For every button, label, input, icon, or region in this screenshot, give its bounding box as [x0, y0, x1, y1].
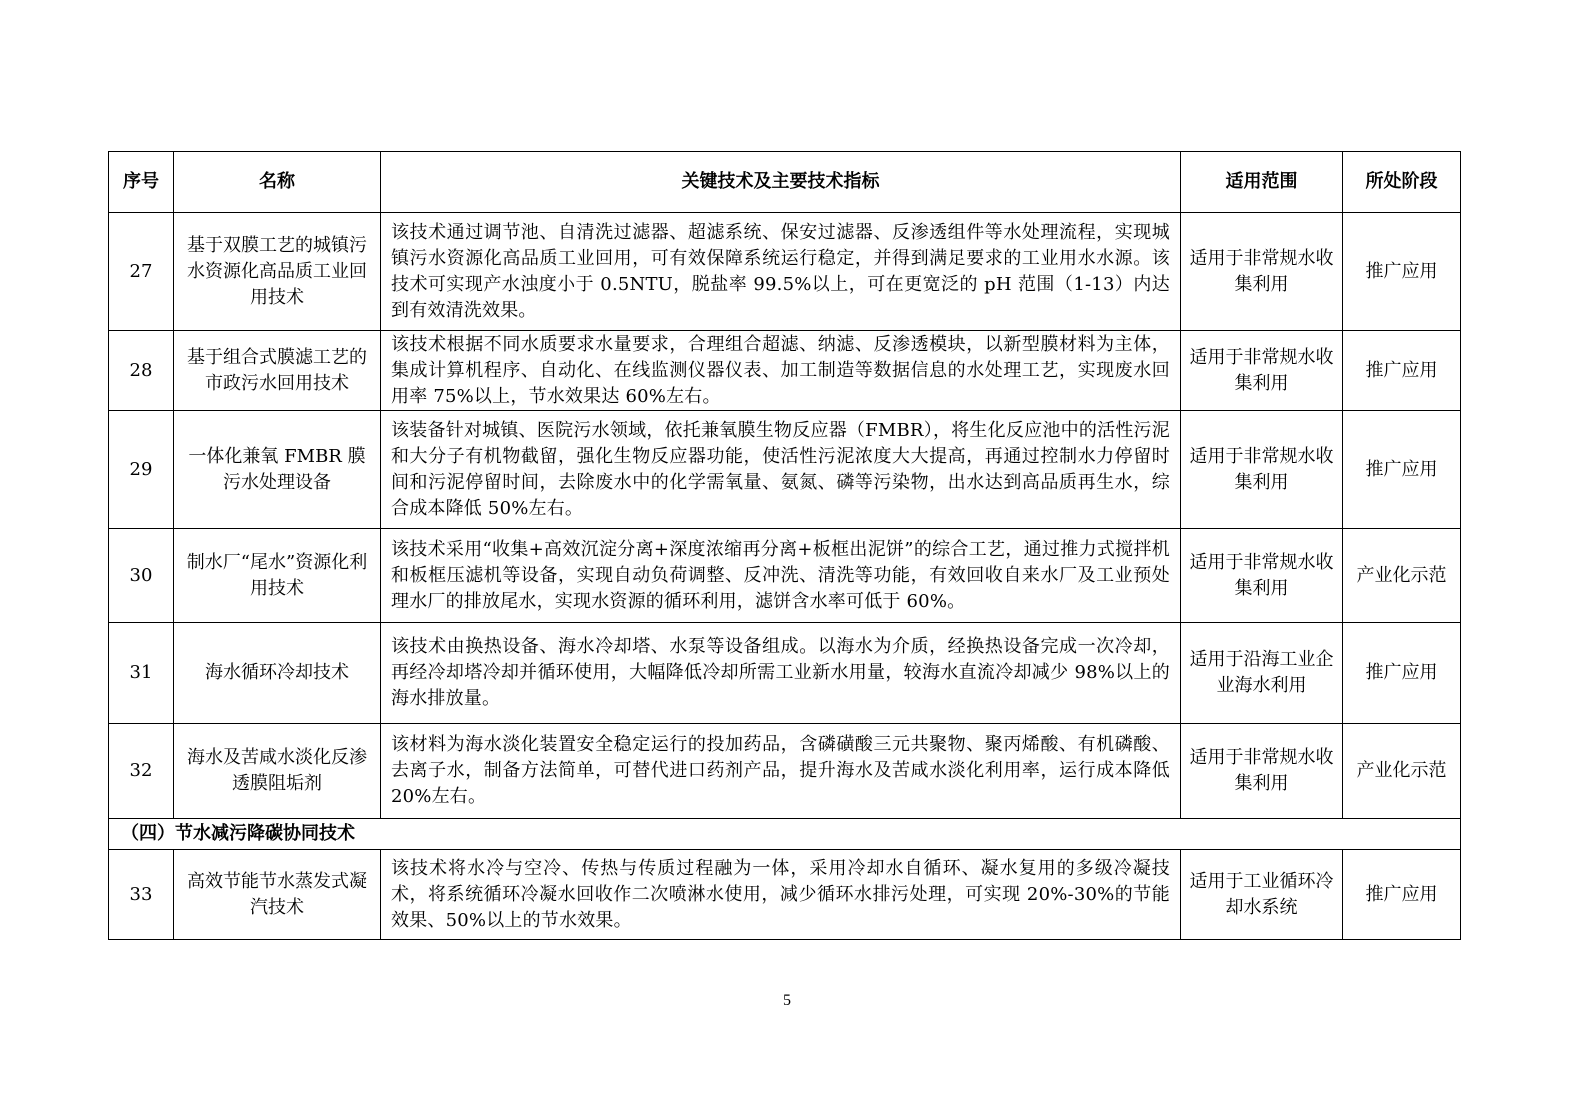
section-title: （四）节水减污降碳协同技术: [109, 819, 1461, 850]
table-row: [109, 213, 1461, 331]
row-number: 30: [109, 529, 174, 623]
row-stage: 推广应用: [1343, 623, 1461, 724]
row-tech: 该技术将水冷与空冷、传热与传质过程融为一体，采用冷却水自循环、凝水复用的多级冷凝技术，将系统循环冷凝水回收作二次喷淋水使用，减少循环水排污处理，可实现 20%-30%的节能效果、50%以上的节水效果。: [381, 850, 1181, 940]
row-name: 高效节能节水蒸发式凝汽技术: [174, 850, 381, 940]
technology-table: [108, 151, 1461, 940]
row-name: 基于双膜工艺的城镇污水资源化高品质工业回用技术: [174, 213, 381, 331]
row-number: 31: [109, 623, 174, 724]
table-row: [109, 411, 1461, 529]
row-stage: 推广应用: [1343, 411, 1461, 529]
row-tech: 该技术根据不同水质要求水量要求，合理组合超滤、纳滤、反渗透模块，以新型膜材料为主体，集成计算机程序、自动化、在线监测仪器仪表、加工制造等数据信息的水处理工艺，实现废水回用率 75%以上，节水效果达 60%左右。: [381, 331, 1181, 411]
row-name: 海水及苦咸水淡化反渗透膜阻垢剂: [174, 724, 381, 819]
row-number: 32: [109, 724, 174, 819]
table-header-row: [109, 152, 1461, 213]
row-scope: 适用于非常规水收集利用: [1181, 331, 1343, 411]
row-name: 一体化兼氧 FMBR 膜污水处理设备: [174, 411, 381, 529]
header-tech: 关键技术及主要技术指标: [381, 152, 1181, 213]
section-row: [109, 819, 1461, 850]
row-scope: 适用于非常规水收集利用: [1181, 724, 1343, 819]
row-name: 制水厂“尾水”资源化利用技术: [174, 529, 381, 623]
row-number: 33: [109, 850, 174, 940]
row-number: 28: [109, 331, 174, 411]
row-name: 海水循环冷却技术: [174, 623, 381, 724]
table-row: [109, 850, 1461, 940]
table-row: [109, 724, 1461, 819]
table-row: [109, 529, 1461, 623]
row-stage: 推广应用: [1343, 850, 1461, 940]
header-no: 序号: [109, 152, 174, 213]
row-number: 27: [109, 213, 174, 331]
row-tech: 该技术由换热设备、海水冷却塔、水泵等设备组成。以海水为介质，经换热设备完成一次冷却，再经冷却塔冷却并循环使用，大幅降低冷却所需工业新水用量，较海水直流冷却减少 98%以上的海水排放量。: [381, 623, 1181, 724]
row-name: 基于组合式膜滤工艺的市政污水回用技术: [174, 331, 381, 411]
row-number: 29: [109, 411, 174, 529]
row-scope: 适用于非常规水收集利用: [1181, 213, 1343, 331]
row-tech: 该装备针对城镇、医院污水领域，依托兼氧膜生物反应器（FMBR），将生化反应池中的活性污泥和大分子有机物截留，强化生物反应器功能，使活性污泥浓度大大提高，再通过控制水力停留时间和污泥停留时间，去除废水中的化学需氧量、氨氮、磷等污染物，出水达到高品质再生水，综合成本降低 50%左右。: [381, 411, 1181, 529]
header-name: 名称: [174, 152, 381, 213]
table-row: [109, 331, 1461, 411]
row-tech: 该材料为海水淡化装置安全稳定运行的投加药品，含磷磺酸三元共聚物、聚丙烯酸、有机磷酸、去离子水，制备方法简单，可替代进口药剂产品，提升海水及苦咸水淡化利用率，运行成本降低 20%左右。: [381, 724, 1181, 819]
row-stage: 产业化示范: [1343, 529, 1461, 623]
row-stage: 推广应用: [1343, 331, 1461, 411]
row-scope: 适用于非常规水收集利用: [1181, 411, 1343, 529]
row-stage: 产业化示范: [1343, 724, 1461, 819]
header-stage: 所处阶段: [1343, 152, 1461, 213]
row-tech: 该技术采用“收集+高效沉淀分离+深度浓缩再分离+板框出泥饼”的综合工艺，通过推力式搅拌机和板框压滤机等设备，实现自动负荷调整、反冲洗、清洗等功能，有效回收自来水厂及工业预处理水厂的排放尾水，实现水资源的循环利用，滤饼含水率可低于 60%。: [381, 529, 1181, 623]
row-scope: 适用于沿海工业企业海水利用: [1181, 623, 1343, 724]
header-scope: 适用范围: [1181, 152, 1343, 213]
row-scope: 适用于工业循环冷却水系统: [1181, 850, 1343, 940]
page-number: 5: [783, 992, 791, 1009]
row-scope: 适用于非常规水收集利用: [1181, 529, 1343, 623]
row-stage: 推广应用: [1343, 213, 1461, 331]
table-row: [109, 623, 1461, 724]
row-tech: 该技术通过调节池、自清洗过滤器、超滤系统、保安过滤器、反渗透组件等水处理流程，实现城镇污水资源化高品质工业回用，可有效保障系统运行稳定，并得到满足要求的工业用水水源。该技术可实现产水浊度小于 0.5NTU，脱盐率 99.5%以上，可在更宽泛的 pH 范围（1-13）内达到有效清洗效果。: [381, 213, 1181, 331]
